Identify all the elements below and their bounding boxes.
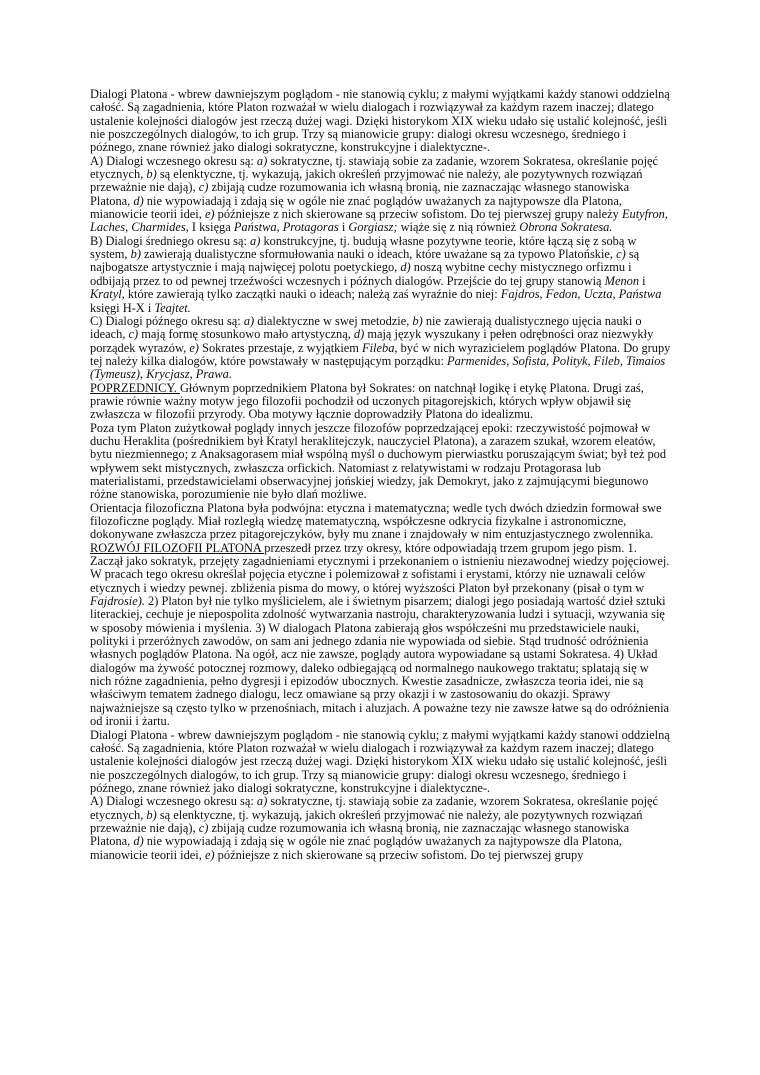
early-text-f: I księga bbox=[188, 220, 234, 235]
early-repeat-marker-c: c) bbox=[198, 820, 209, 835]
early-lead: A) Dialogi wczesnego okresu są: bbox=[90, 153, 257, 168]
middle-text-d: noszą wybitne cechy mistycznego orfizmu i odbijają przez to od pewnej trzeźwości wczesnych i późnych dialogów. Przejście do tej grupy stanowią bbox=[90, 260, 632, 288]
early-marker-a: a) bbox=[256, 153, 268, 168]
late-text-a: dialektyczne w swej metodzie, bbox=[254, 313, 413, 328]
early-text-d: nie wypowiadają i zdają się w ogóle nie znać poglądów uważanych za najtypowsze dla Platona, mianowicie teorii idei, bbox=[90, 193, 622, 222]
development-heading: ROZWÓJ FILOZOFII PLATONA bbox=[90, 540, 265, 555]
early-repeat-marker-e: e) bbox=[204, 847, 215, 862]
middle-titles-3: Fajdros, Fedon, Uczta, Państwa bbox=[500, 287, 662, 302]
middle-text-e: i bbox=[639, 273, 646, 288]
late-text-c: mają formę stosunkowo mało artystyczną, bbox=[138, 327, 354, 342]
middle-titles-1: Menon bbox=[604, 273, 640, 288]
late-titles-1: Fileba, bbox=[362, 340, 398, 355]
early-repeat-text-b: są elenktyczne, tj. wykazują, jakich określeń przyjmować nie należy, ale pozytywnych rozwiązań przeważnie nie dają), bbox=[90, 807, 643, 835]
late-text-b: nie zawierają dualistycznego ujęcia nauki o ideach, bbox=[90, 313, 642, 342]
middle-text-c: są najbogatsze artystycznie i mają najwięcej polotu poetyckiego, bbox=[90, 247, 640, 275]
middle-marker-d: d) bbox=[400, 260, 411, 275]
middle-text-g: księgi H-X i bbox=[90, 300, 155, 315]
middle-text-b: zawierają dualistyczne sformułowania nauki o ideach, które uważane są za typowo Platońskie, bbox=[140, 247, 617, 262]
early-marker-e: e) bbox=[204, 207, 215, 222]
middle-marker-c: c) bbox=[616, 247, 626, 262]
early-text-e: późniejsze z nich skierowane są przeciw sofistom. Do tej pierwszej grupy należy bbox=[214, 207, 622, 222]
early-titles-1: Eutyfron, Laches, Charmides, bbox=[90, 207, 668, 235]
early-text-h: wiąże się z nią również bbox=[397, 220, 520, 235]
late-marker-b: b) bbox=[412, 313, 423, 328]
early-text-g: i bbox=[338, 220, 349, 235]
late-titles-2: Parmenides, Sofista, Polityk, Fileb, Timaios (Tymeusz), Krycjasz, Prawa. bbox=[90, 353, 666, 382]
development-title: Fajdrosie). bbox=[90, 594, 145, 609]
middle-lead: B) Dialogi średniego okresu są: bbox=[90, 233, 251, 248]
early-repeat-text-e: późniejsze z nich skierowane są przeciw sofistom. Do tej pierwszej grupy bbox=[214, 847, 584, 862]
late-marker-d: d) bbox=[353, 327, 365, 342]
influences-paragraph: Poza tym Platon zużytkował poglądy innych jeszcze filozofów poprzedzającej epoki: rzeczywistość pojmował w duchu Heraklita (pośrednikiem był Kratyl heraklitejczyk, nauczyciel Platona), a zarazem szukał, wzorem eleatów, bytu niezmiennego; z Anaksagorasem miał wspólną myśl o duchowym pierwiastku poruszającym świat; był też pod wpływem sekt mistycznych, zwłaszcza orfickich. Natomiast z relatywistami w rodzaju Protagorasa lub materialistami, przedstawicielami obserwacyjnej jońskiej wiedzy, jak Demokryt, jako z zajmującymi biegunowo różne stanowiska, porozumienie nie było dlań możliwe. bbox=[90, 420, 667, 502]
early-marker-d: d) bbox=[133, 193, 144, 208]
late-text-d: mają język wyszukany i pełen odrębności oraz niezwykły porządek wyrazów, bbox=[90, 327, 654, 355]
middle-titles-2: Kratyl, bbox=[90, 287, 125, 302]
early-text-a: sokratyczne, tj. stawiają sobie za zadanie, wzorem Sokratesa, określanie pojęć etycznych, bbox=[90, 153, 659, 182]
early-repeat-text-d: nie wypowiadają i zdają się w ogóle nie znać poglądów uważanych za najtypowsze dla Platona, mianowicie teorii idei, bbox=[90, 834, 622, 862]
early-marker-c: c) bbox=[198, 180, 209, 195]
intro-paragraph-repeat: Dialogi Platona - wbrew dawniejszym poglądom - nie stanowią cyklu; z małymi wyjątkami każdy stanowi oddzielną całość. Są zagadnienia, które Platon rozważał w wielu dialogach i rozwiązywał za każdym razem inaczej; dlatego ustalenie kolejności dialogów jest rzeczą dużej wagi. Dzięki historykom XIX wieku udało się ustalić kolejność, jeśli nie poszczególnych dialogów, to ich grup. Trzy są mianowicie grupy: dialogi okresu wczesnego, średniego i późnego, znane również jako dialogi sokratyczne, konstrukcyjne i dialektyczne-. bbox=[90, 727, 670, 795]
late-marker-a: a) bbox=[243, 313, 255, 328]
orientation-paragraph: Orientacja filozoficzna Platona była podwójna: etyczna i matematyczna; wedle tych dwóch dziedzin formował swe filozoficzne poglądy. Miał rozległą wiedzę matematyczną, współczesne odkrycia fizykalne i astronomiczne, dokonywane zwłaszcza przez pitagorejczyków, były mu znane i znajdowały w nim entuzjastycznego zwolennika. bbox=[90, 500, 662, 542]
predecessors-text: Głównym poprzednikiem Platona był Sokrates: on natchnął logikę i etykę Platona. Drugi zaś, prawie równie ważny motyw jego filozofii pochodził od uczonych pitagorejskich, których wpływ objawił się zwłaszcza w filozofii przyrody. Oba motywy łącznie doprowadziły Platona do idealizmu. bbox=[90, 380, 644, 422]
document-page bbox=[90, 88, 672, 862]
late-dialogues-paragraph bbox=[90, 315, 672, 382]
early-marker-b: b) bbox=[146, 167, 157, 182]
late-lead: C) Dialogi późnego okresu są: bbox=[90, 313, 244, 328]
development-text-2: 2) Platon był nie tylko myślicielem, ale i świetnym pisarzem; dialogi jego posiadają wartość dzieł sztuki literackiej, cechuje je niepospolita zdolność wytwarzania nastroju, charakteryzowania ludzi i sytuacji, wzywania się w sposoby mówienia i myślenia. 3) W dialogach Platona zabierają głos współcześni mu przedstawiciele nauki, polityki i przeróżnych zawodów, on sam ani jednego zdania nie wypowiada od siebie. Stąd trudność odróżnienia własnych poglądów Platona. Na ogół, acz nie zawsze, poglądy autora wypowiadane są ustami Sokratesa. 4) Układ dialogów ma żywość potocznej rozmowy, daleko odbiegającą od normalnego naukowego traktatu; splatają się w nich różne zagadnienia, pełno dygresji i epizodów ubocznych. Kwestie zasadnicze, zwłaszcza teoria idei, nie są właściwym tematem żadnego dialogu, lecz omawiane są przy okazji i w zastosowaniu do okazji. Sprawy najważniejsze są często tylko w przenośniach, mitach i aluzjach. A poważne tezy nie zawsze łatwe są do odróżnienia od ironii i żartu. bbox=[90, 594, 670, 729]
development-text-1: przeszedł przez trzy okresy, które odpowiadają trzem grupom jego pism. 1. Zaczął jako sokratyk, przejęty zagadnieniami etycznymi i przekonaniem o istnieniu niezawodnej wiedzy pojęciowej. W pracach tego okresu określał pojęcia etyczne i polemizował z sofistami i erystami, którzy nie uznawali celów etycznych i wiedzy pewnej. zbliżenia pisma do mowy, o której wyższości Platon był przekonany (pisał o tym w bbox=[90, 540, 670, 595]
predecessors-heading: POPRZEDNICY. bbox=[90, 380, 180, 395]
middle-marker-b: b) bbox=[130, 247, 141, 262]
early-titles-3: Gorgiasz; bbox=[348, 220, 398, 235]
middle-dialogues-paragraph bbox=[90, 235, 672, 315]
late-text-e: Sokrates przestaje, z wyjątkiem bbox=[198, 340, 363, 355]
development-paragraph bbox=[90, 542, 672, 729]
late-marker-e: e) bbox=[189, 340, 199, 355]
intro-paragraph: Dialogi Platona - wbrew dawniejszym poglądom - nie stanowią cyklu; z małymi wyjątkami każdy stanowi oddzielną całość. Są zagadnienia, które Platon rozważał w wielu dialogach i rozwiązywał za każdym razem inaczej; dlatego ustalenie kolejności dialogów jest rzeczą dużej wagi. Dzięki historykom XIX wieku udało się ustalić kolejność, jeśli nie poszczególnych dialogów, to ich grup. Trzy są mianowicie grupy: dialogi okresu wczesnego, średniego i późnego, znane również jako dialogi sokratyczne, konstrukcyjne i dialektyczne-. bbox=[90, 87, 670, 155]
early-repeat-marker-a: a) bbox=[256, 794, 268, 809]
early-dialogues-paragraph-repeat bbox=[90, 795, 672, 862]
early-repeat-lead: A) Dialogi wczesnego okresu są: bbox=[90, 794, 257, 809]
early-titles-2: Państwa, Protagoras bbox=[233, 220, 339, 235]
early-repeat-marker-b: b) bbox=[146, 807, 157, 822]
middle-marker-a: a) bbox=[250, 233, 261, 248]
early-repeat-marker-d: d) bbox=[133, 834, 144, 849]
late-text-f: być w nich wyrazicielem poglądów Platona. Do grupy tej należy kilka dialogów, które powstawały w następującym porządku: bbox=[90, 340, 671, 368]
middle-text-a: konstrukcyjne, tj. budują własne pozytywne teorie, które łączą się z sobą w system, bbox=[90, 233, 637, 262]
early-text-b: są elenktyczne, tj. wykazują, jakich określeń przyjmować nie należy, ale pozytywnych rozwiązań przeważnie nie dają), bbox=[90, 167, 643, 195]
middle-titles-4: Teajtet. bbox=[154, 300, 191, 315]
early-dialogues-paragraph bbox=[90, 155, 672, 235]
late-marker-c: c) bbox=[128, 327, 139, 342]
early-titles-4: Obrona Sokratesa. bbox=[519, 220, 613, 235]
early-text-c: zbijają cudze rozumowania ich własną bronią, nie zaznaczając własnego stanowiska Platona, bbox=[90, 180, 630, 208]
predecessors-paragraph bbox=[90, 382, 672, 422]
early-repeat-text-c: zbijają cudze rozumowania ich własną bronią, nie zaznaczając własnego stanowiska Platona, bbox=[90, 820, 630, 849]
early-repeat-text-a: sokratyczne, tj. stawiają sobie za zadanie, wzorem Sokratesa, określanie pojęć etycznych, bbox=[90, 794, 659, 822]
middle-text-f: które zawierają tylko zaczątki nauki o ideach; należą zaś wyraźnie do niej: bbox=[124, 287, 501, 302]
